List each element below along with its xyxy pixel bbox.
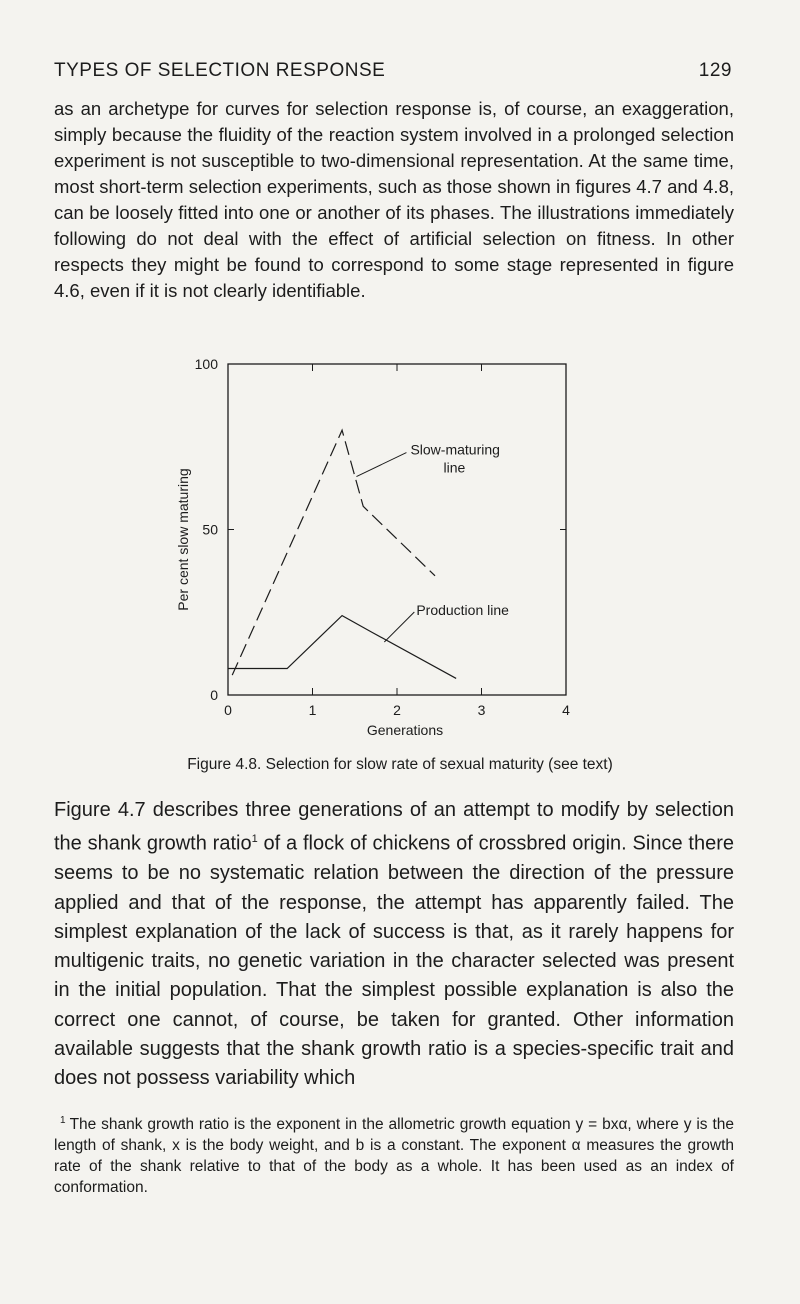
paragraph-2-text-b: of a flock of chickens of crossbred origin. Since there seems to be no systematic relation between the direction of the pressure applied and that of the response, the attempt has apparently failed. The simplest explanation of the lack of success is that, as it rarely happens for multigenic traits, no genetic variation in the character selected was present in the initial population. That the simplest possible explanation is also the correct one cannot, of course, be taken for granted. Other information available suggests that the shank growth ratio is a species-specific trait and does not possess variability which [54, 832, 734, 1090]
production-line [228, 616, 456, 679]
production-leader [384, 612, 414, 642]
x-tick-label: 4 [562, 702, 570, 718]
production-line-label: Production line [416, 602, 509, 619]
x-tick-label: 2 [393, 702, 401, 718]
x-tick-label: 0 [224, 702, 232, 718]
footnote-text: The shank growth ratio is the exponent in the allometric growth equation y = bxα, where y is the length of shank, x is the body weight, and b is a constant. The exponent α measures the growth rate of the shank relative to that of the body as a whole. It has been used as an index of conformation. [54, 1116, 734, 1197]
footnote-marker: 1 [60, 1115, 66, 1126]
paragraph-2 [54, 796, 734, 1094]
x-tick-label: 1 [308, 702, 317, 718]
paragraph-1: as an archetype for curves for selection response is, of course, an exaggeration, simply because the fluidity of the reaction system involved in a prolonged selection experiment is not susceptible to two-dimensional representation. At the same time, most short-term selection experiments, such as those shown in figures 4.7 and 4.8, can be loosely fitted into one or another of its phases. The illustrations immediately following do not deal with the effect of artificial selection on fitness. In other respects they might be found to correspond to some stage represented in figure 4.6, even if it is not clearly identifiable. [54, 98, 734, 301]
figure-caption: Figure 4.8. Selection for slow rate of sexual maturity (see text) [187, 756, 613, 773]
slow-maturing-label-line2: line [443, 459, 466, 476]
header-title: TYPES OF SELECTION RESPONSE [54, 60, 386, 81]
page-number: 129 [698, 60, 732, 81]
y-tick-label: 0 [210, 687, 218, 703]
x-axis-label: Generations [366, 722, 444, 738]
footnote [54, 1110, 734, 1198]
y-tick-label: 100 [194, 356, 218, 372]
footnote-reference: 1 [251, 833, 258, 846]
running-header [54, 60, 732, 82]
paragraph-2-text-a: Figure 4.7 describes three generations of an attempt to modify by selection the shank growth ratio [54, 799, 734, 855]
x-tick-label: 3 [477, 702, 486, 718]
y-axis-label: Per cent slow maturing [175, 468, 191, 611]
figure-4-8-chart [0, 340, 800, 750]
slow-maturing-label: Slow-maturing [410, 441, 500, 458]
slow-maturing-leader [356, 453, 406, 477]
y-tick-label: 50 [202, 521, 218, 538]
slow-maturing-line [232, 430, 435, 675]
